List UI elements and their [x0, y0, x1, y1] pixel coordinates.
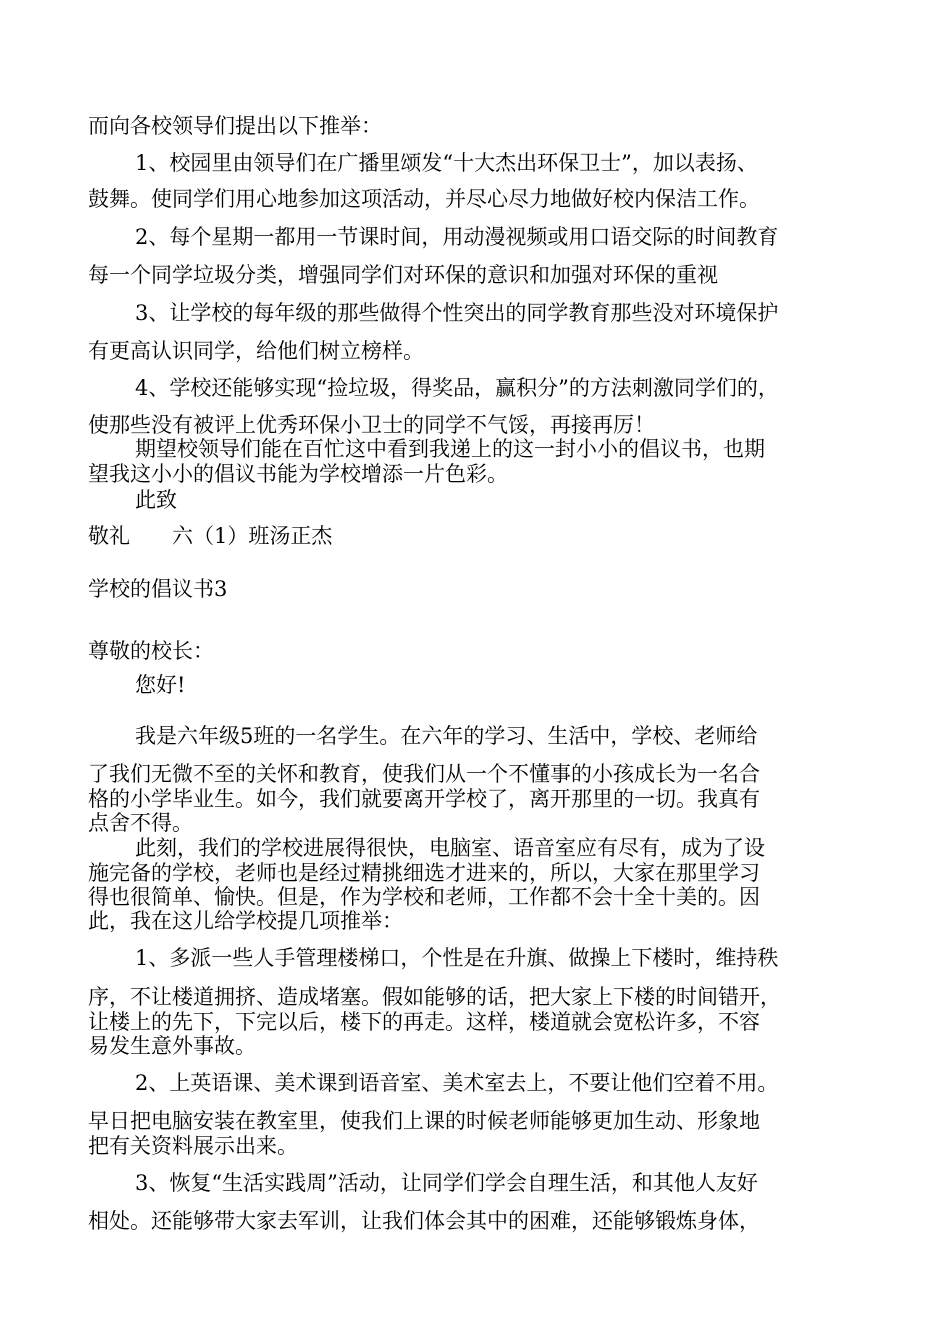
text-line: 使那些没有被评上优秀环保小卫士的同学不气馁，再接再厉！	[88, 413, 655, 437]
section-title: 学校的倡议书3	[88, 577, 228, 601]
text-line: 此，我在这儿给学校提几项推举：	[88, 909, 403, 933]
text-line: 而向各校领导们提出以下推举：	[88, 114, 382, 138]
signature-line: 敬礼 六（1）班汤正杰	[88, 524, 333, 548]
text-line: 3、让学校的每年级的那些做得个性突出的同学教育那些没对环境保护	[135, 301, 779, 325]
text-line: 把有关资料展示出来。	[88, 1134, 298, 1158]
text-line: 序，不让楼道拥挤、造成堵塞。假如能够的话，把大家上下楼的时间错开，	[88, 985, 781, 1009]
text-line: 1、多派一些人手管理楼梯口，个性是在升旗、做操上下楼时，维持秩	[135, 946, 779, 970]
text-line: 得也很简单、愉快。但是，作为学校和老师，工作都不会十全十美的。因	[88, 885, 760, 909]
text-line: 易发生意外事故。	[88, 1034, 256, 1058]
text-line: 点舍不得。	[88, 811, 193, 835]
text-line: 2、每个星期一都用一节课时间，用动漫视频或用口语交际的时间教育	[135, 225, 779, 249]
text-line: 了我们无微不至的关怀和教育，使我们从一个不懂事的小孩成长为一名合	[88, 762, 760, 786]
salutation: 尊敬的校长：	[88, 639, 214, 663]
text-line: 此刻，我们的学校进展得很快，电脑室、语音室应有尽有，成为了设	[135, 836, 765, 860]
text-line: 3、恢复“生活实践周”活动，让同学们学会自理生活，和其他人友好	[135, 1171, 758, 1195]
text-line: 1、校园里由领导们在广播里颂发“十大杰出环保卫士”，加以表扬、	[135, 151, 758, 175]
text-line: 此致	[135, 488, 177, 512]
text-line: 早日把电脑安装在教室里，使我们上课的时候老师能够更加生动、形象地	[88, 1109, 760, 1133]
text-line: 格的小学毕业生。如今，我们就要离开学校了，离开那里的一切。我真有	[88, 787, 760, 811]
text-line: 望我这小小的倡议书能为学校增添一片色彩。	[88, 462, 508, 486]
text-line: 2、上英语课、美术课到语音室、美术室去上，不要让他们空着不用。	[135, 1071, 779, 1095]
text-line: 相处。还能够带大家去军训，让我们体会其中的困难，还能够锻炼身体，	[88, 1209, 760, 1233]
text-line: 鼓舞。使同学们用心地参加这项活动，并尽心尽力地做好校内保洁工作。	[88, 187, 760, 211]
text-line: 我是六年级5班的一名学生。在六年的学习、生活中，学校、老师给	[135, 724, 758, 748]
text-line: 期望校领导们能在百忙这中看到我递上的这一封小小的倡议书，也期	[135, 437, 765, 461]
text-line: 有更高认识同学，给他们树立榜样。	[88, 339, 424, 363]
text-line: 让楼上的先下，下完以后，楼下的再走。这样，楼道就会宽松许多，不容	[88, 1010, 760, 1034]
text-line: 每一个同学垃圾分类，增强同学们对环保的意识和加强对环保的重视	[88, 263, 718, 287]
text-line: 4、学校还能够实现“捡垃圾，得奖品，赢积分”的方法刺激同学们的，	[135, 376, 779, 400]
greeting: 您好!	[135, 673, 186, 697]
text-line: 施完备的学校，老师也是经过精挑细选才进来的，所以，大家在那里学习	[88, 861, 760, 885]
